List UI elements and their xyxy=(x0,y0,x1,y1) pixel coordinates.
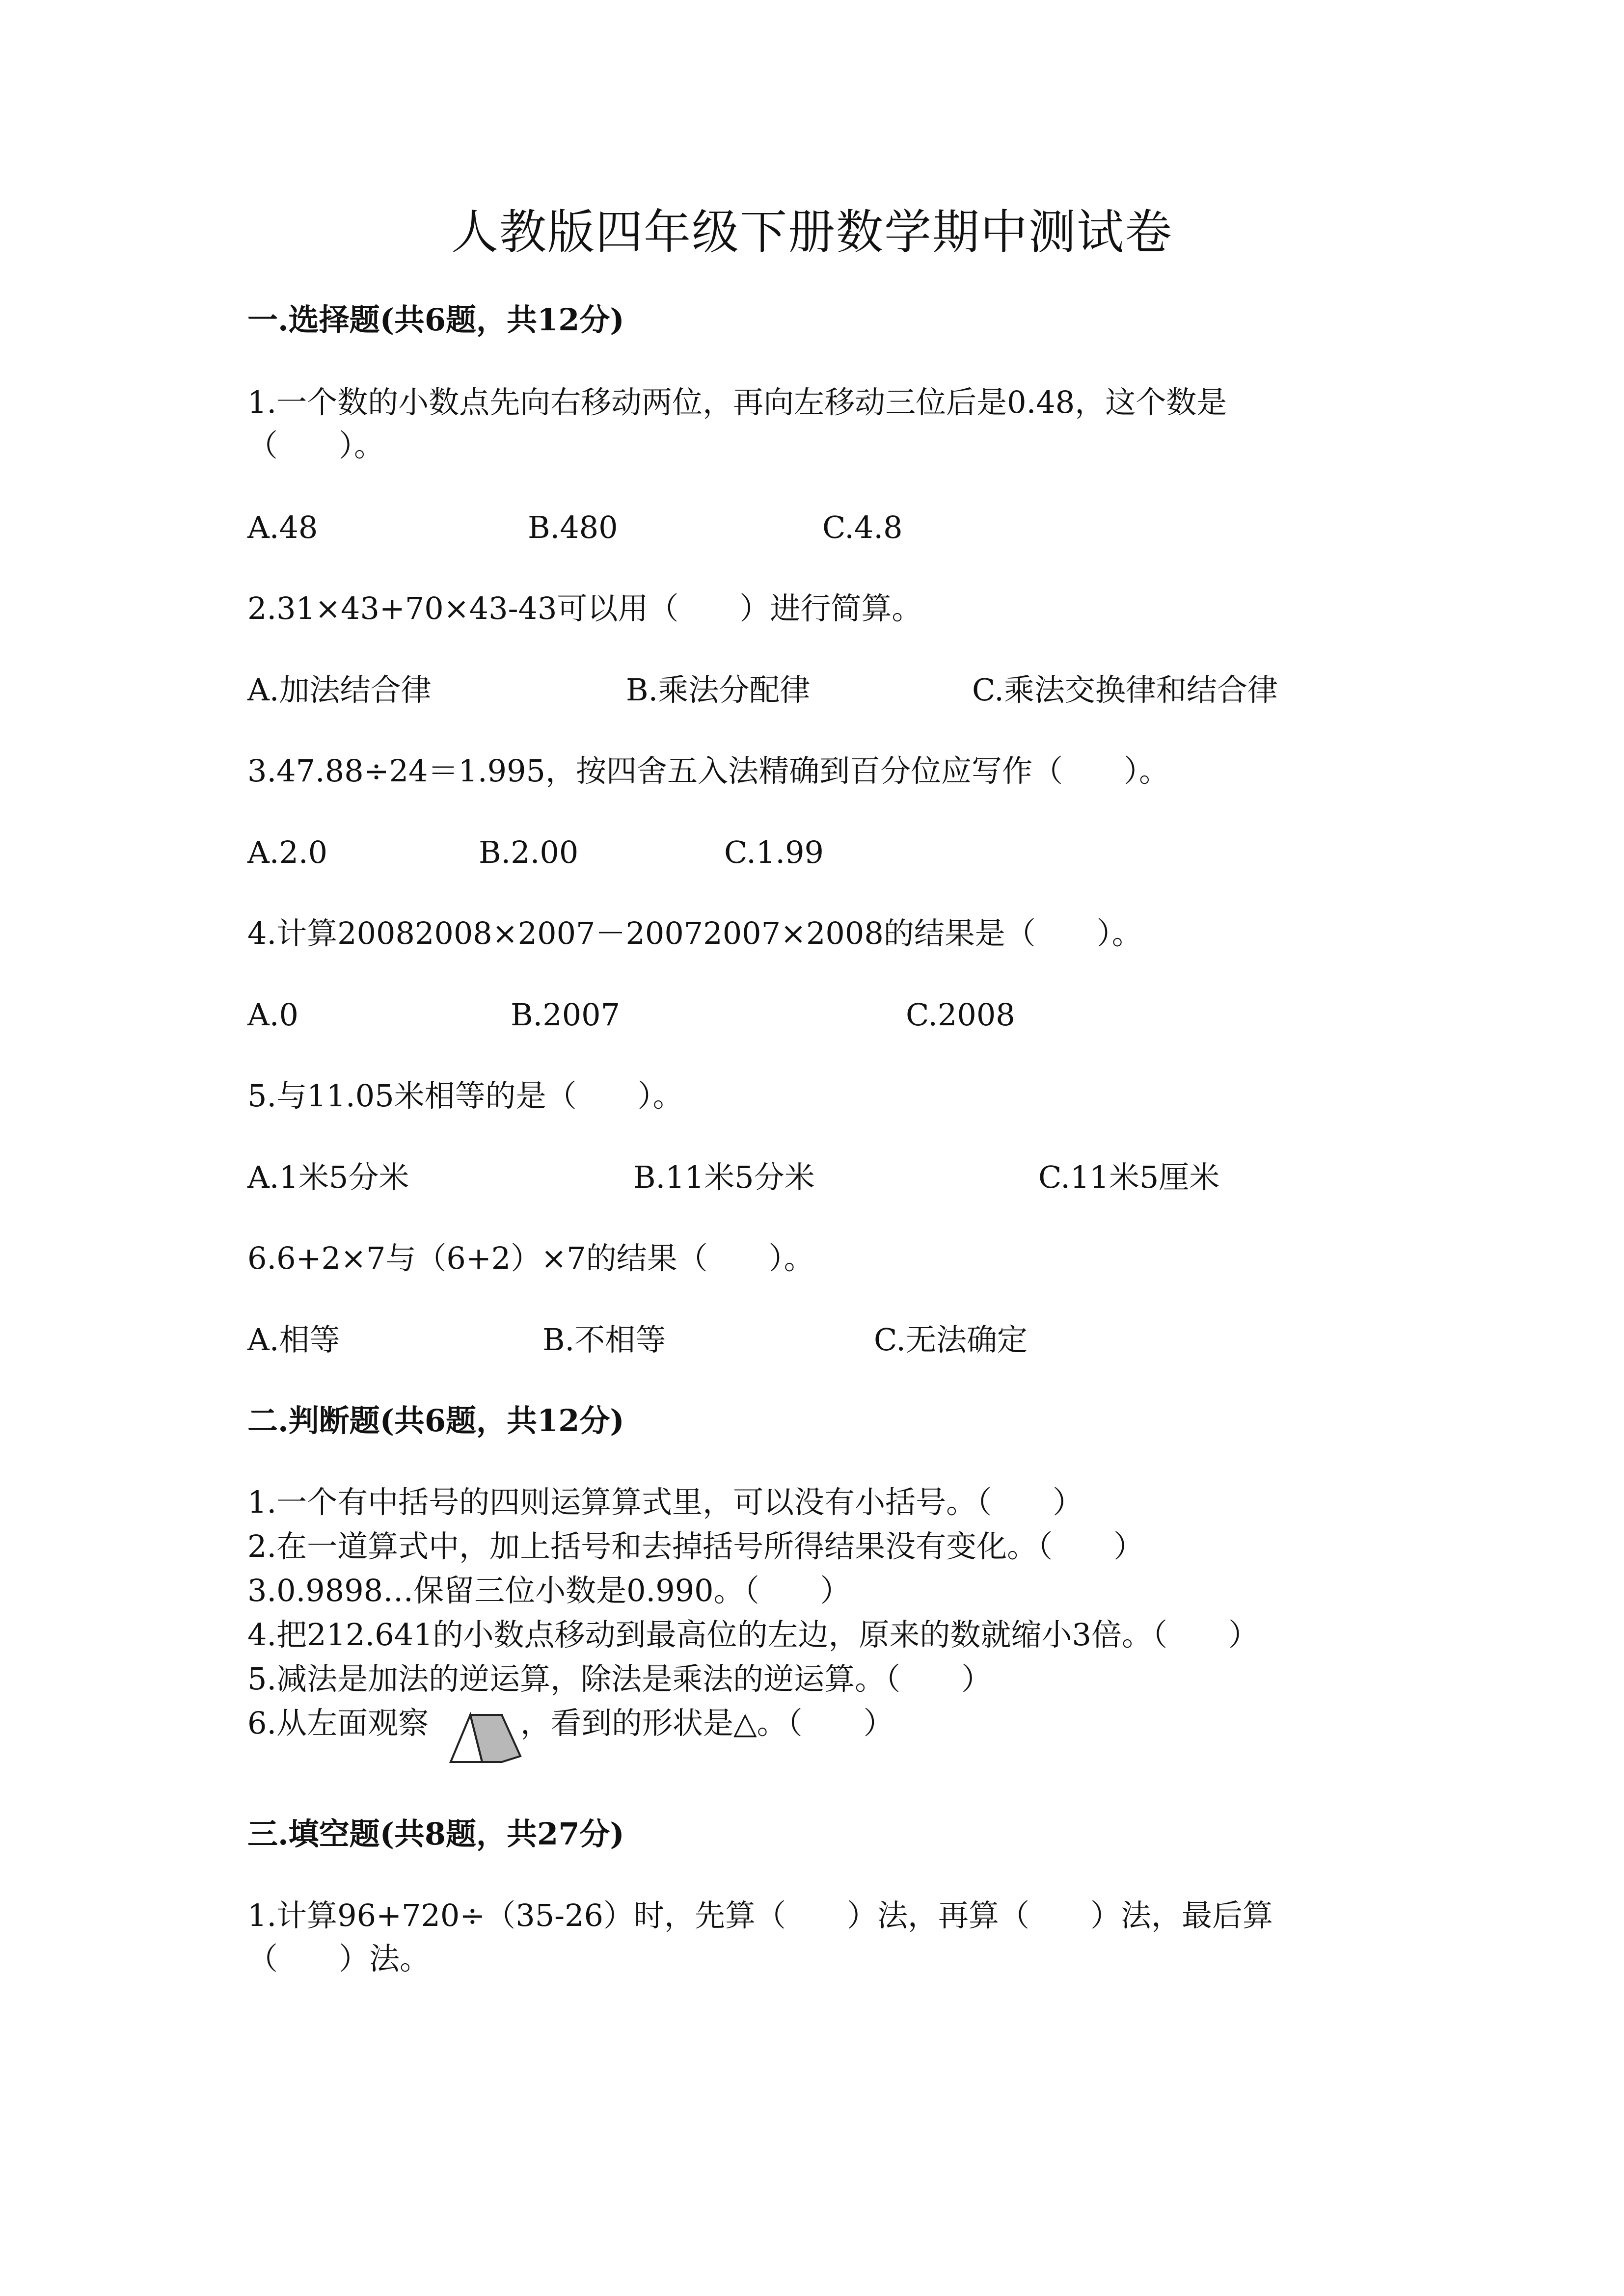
question-5-option-c: C.11米5厘米 xyxy=(1038,1159,1220,1195)
judge-item-6-before: 6.从左面观察 xyxy=(247,1705,429,1741)
judge-item-5: 5.减法是加法的逆运算，除法是乘法的逆运算。（ ） xyxy=(247,1661,992,1697)
section-header-choice: 一.选择题(共6题，共12分) xyxy=(247,302,624,338)
judge-item-4: 4.把212.641的小数点移动到最高位的左边，原来的数就缩小3倍。（ ） xyxy=(247,1617,1259,1653)
fill-item-1-line2: （ ）法。 xyxy=(247,1941,431,1976)
question-3-option-a: A.2.0 xyxy=(247,834,328,870)
question-4-text: 4.计算20082008×2007－20072007×2008的结果是（ ）。 xyxy=(247,915,1142,951)
question-2-option-c: C.乘法交换律和结合律 xyxy=(972,672,1278,708)
judge-item-3: 3.0.9898…保留三位小数是0.990。（ ） xyxy=(247,1573,851,1608)
question-6-option-b: B.不相等 xyxy=(542,1322,666,1358)
question-1-option-c: C.4.8 xyxy=(822,509,903,545)
triangular-prism-figure xyxy=(447,1708,525,1767)
question-4-option-a: A.0 xyxy=(247,997,298,1033)
question-3-option-c: C.1.99 xyxy=(724,834,824,870)
fill-item-1-line1: 1.计算96+720÷（35-26）时，先算（ ）法，再算（ ）法，最后算 xyxy=(247,1897,1273,1933)
question-2-text: 2.31×43+70×43-43可以用（ ）进行简算。 xyxy=(247,590,922,626)
section-header-fill: 三.填空题(共8题，共27分) xyxy=(247,1816,624,1852)
question-1-option-b: B.480 xyxy=(528,509,618,545)
question-2-option-a: A.加法结合律 xyxy=(247,672,432,708)
judge-item-1: 1.一个有中括号的四则运算算式里，可以没有小括号。（ ） xyxy=(247,1484,1083,1520)
question-2-option-b: B.乘法分配律 xyxy=(626,672,811,708)
question-5-option-a: A.1米5分米 xyxy=(247,1159,409,1195)
question-4-option-c: C.2008 xyxy=(906,997,1015,1033)
question-1-text: 1.一个数的小数点先向右移动两位，再向左移动三位后是0.48，这个数是 xyxy=(247,384,1227,420)
question-6-option-c: C.无法确定 xyxy=(874,1322,1028,1358)
question-4-option-b: B.2007 xyxy=(511,997,621,1033)
question-1-text-cont: （ ）。 xyxy=(247,427,385,463)
question-3-text: 3.47.88÷24＝1.995，按四舍五入法精确到百分位应写作（ ）。 xyxy=(247,753,1169,789)
page-title: 人教版四年级下册数学期中测试卷 xyxy=(451,205,1173,260)
question-5-option-b: B.11米5分米 xyxy=(633,1159,815,1195)
question-6-option-a: A.相等 xyxy=(247,1322,340,1358)
judge-item-2: 2.在一道算式中，加上括号和去掉括号所得结果没有变化。（ ） xyxy=(247,1528,1144,1564)
question-3-option-b: B.2.00 xyxy=(479,834,579,870)
question-6-text: 6.6+2×7与（6+2）×7的结果（ ）。 xyxy=(247,1240,814,1276)
question-1-option-a: A.48 xyxy=(247,509,318,545)
question-5-text: 5.与11.05米相等的是（ ）。 xyxy=(247,1078,683,1114)
section-header-judgement: 二.判断题(共6题，共12分) xyxy=(247,1403,624,1439)
judge-item-6-after: ，看到的形状是△。（ ） xyxy=(520,1705,894,1741)
